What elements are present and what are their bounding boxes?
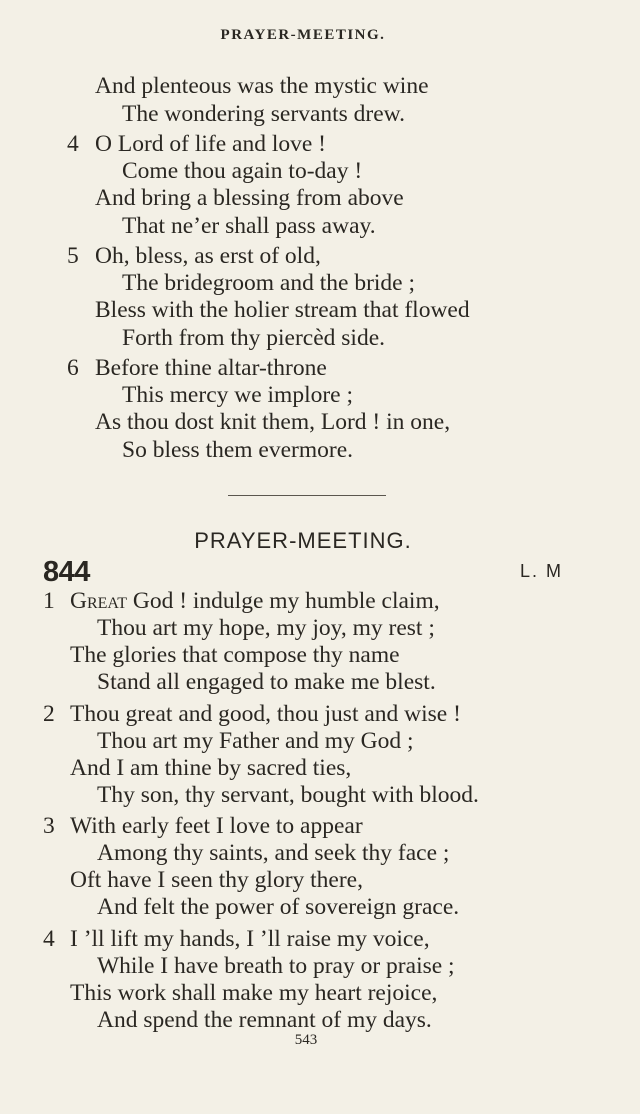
verse-line: Thou art my hope, my joy, my rest ; — [97, 615, 435, 641]
verse-line: That ne’er shall pass away. — [122, 213, 376, 239]
verse-line-first — [70, 587, 440, 615]
verse-line: So bless them evermore. — [122, 437, 354, 463]
stanza-number: 6 — [67, 355, 79, 381]
verse-line: Oh, bless, as erst of old, — [95, 243, 321, 269]
hymn-number: 844 — [43, 556, 90, 588]
first-line-rest: God ! indulge my humble claim, — [126, 588, 440, 614]
verse-line: This mercy we implore ; — [122, 382, 354, 408]
stanza-number: 2 — [43, 701, 55, 727]
verse-line: While I have breath to pray or praise ; — [97, 953, 455, 979]
verse-line: Stand all engaged to make me blest. — [97, 669, 436, 695]
verse-line: The glories that compose thy name — [70, 642, 400, 668]
stanza-number: 5 — [67, 243, 79, 269]
verse-line: Among thy saints, and seek thy face ; — [97, 840, 450, 866]
running-head: PRAYER-MEETING. — [220, 27, 386, 43]
verse-line: O Lord of life and love ! — [95, 131, 327, 157]
page-number: 543 — [294, 1032, 318, 1048]
verse-line: And bring a blessing from above — [95, 185, 404, 211]
stanza-number: 3 — [43, 813, 55, 839]
stanza-number: 4 — [43, 926, 55, 952]
section-divider — [228, 495, 386, 496]
verse-line: And felt the power of sovereign grace. — [97, 894, 460, 920]
verse-line: Come thou again to-day ! — [122, 158, 363, 184]
first-word: Great — [70, 588, 127, 614]
verse-line: This work shall make my heart rejoice, — [70, 980, 438, 1006]
verse-line: Thy son, thy servant, bought with blood. — [97, 782, 479, 808]
verse-line: The wondering servants drew. — [122, 101, 405, 127]
verse-line: And spend the remnant of my days. — [97, 1007, 432, 1033]
verse-line: Before thine altar-throne — [95, 355, 327, 381]
verse-line: Oft have I seen thy glory there, — [70, 867, 363, 893]
verse-line: Bless with the holier stream that flowed — [95, 297, 470, 323]
hymn-meter: L. M — [520, 561, 564, 581]
verse-line: Forth from thy piercèd side. — [122, 325, 386, 351]
verse-line: Thou art my Father and my God ; — [97, 728, 414, 754]
verse-line: Thou great and good, thou just and wise ! — [70, 701, 461, 727]
stanza-number: 1 — [43, 588, 55, 614]
verse-line: I ’ll lift my hands, I ’ll raise my voice, — [70, 926, 430, 952]
verse-line: With early feet I love to appear — [70, 813, 363, 839]
verse-line: And plenteous was the mystic wine — [95, 73, 429, 99]
section-title: PRAYER-MEETING. — [194, 528, 412, 553]
verse-line: As thou dost knit them, Lord ! in one, — [95, 409, 451, 435]
stanza-number: 4 — [67, 131, 79, 157]
verse-line: And I am thine by sacred ties, — [70, 755, 352, 781]
verse-line: The bridegroom and the bride ; — [122, 270, 416, 296]
